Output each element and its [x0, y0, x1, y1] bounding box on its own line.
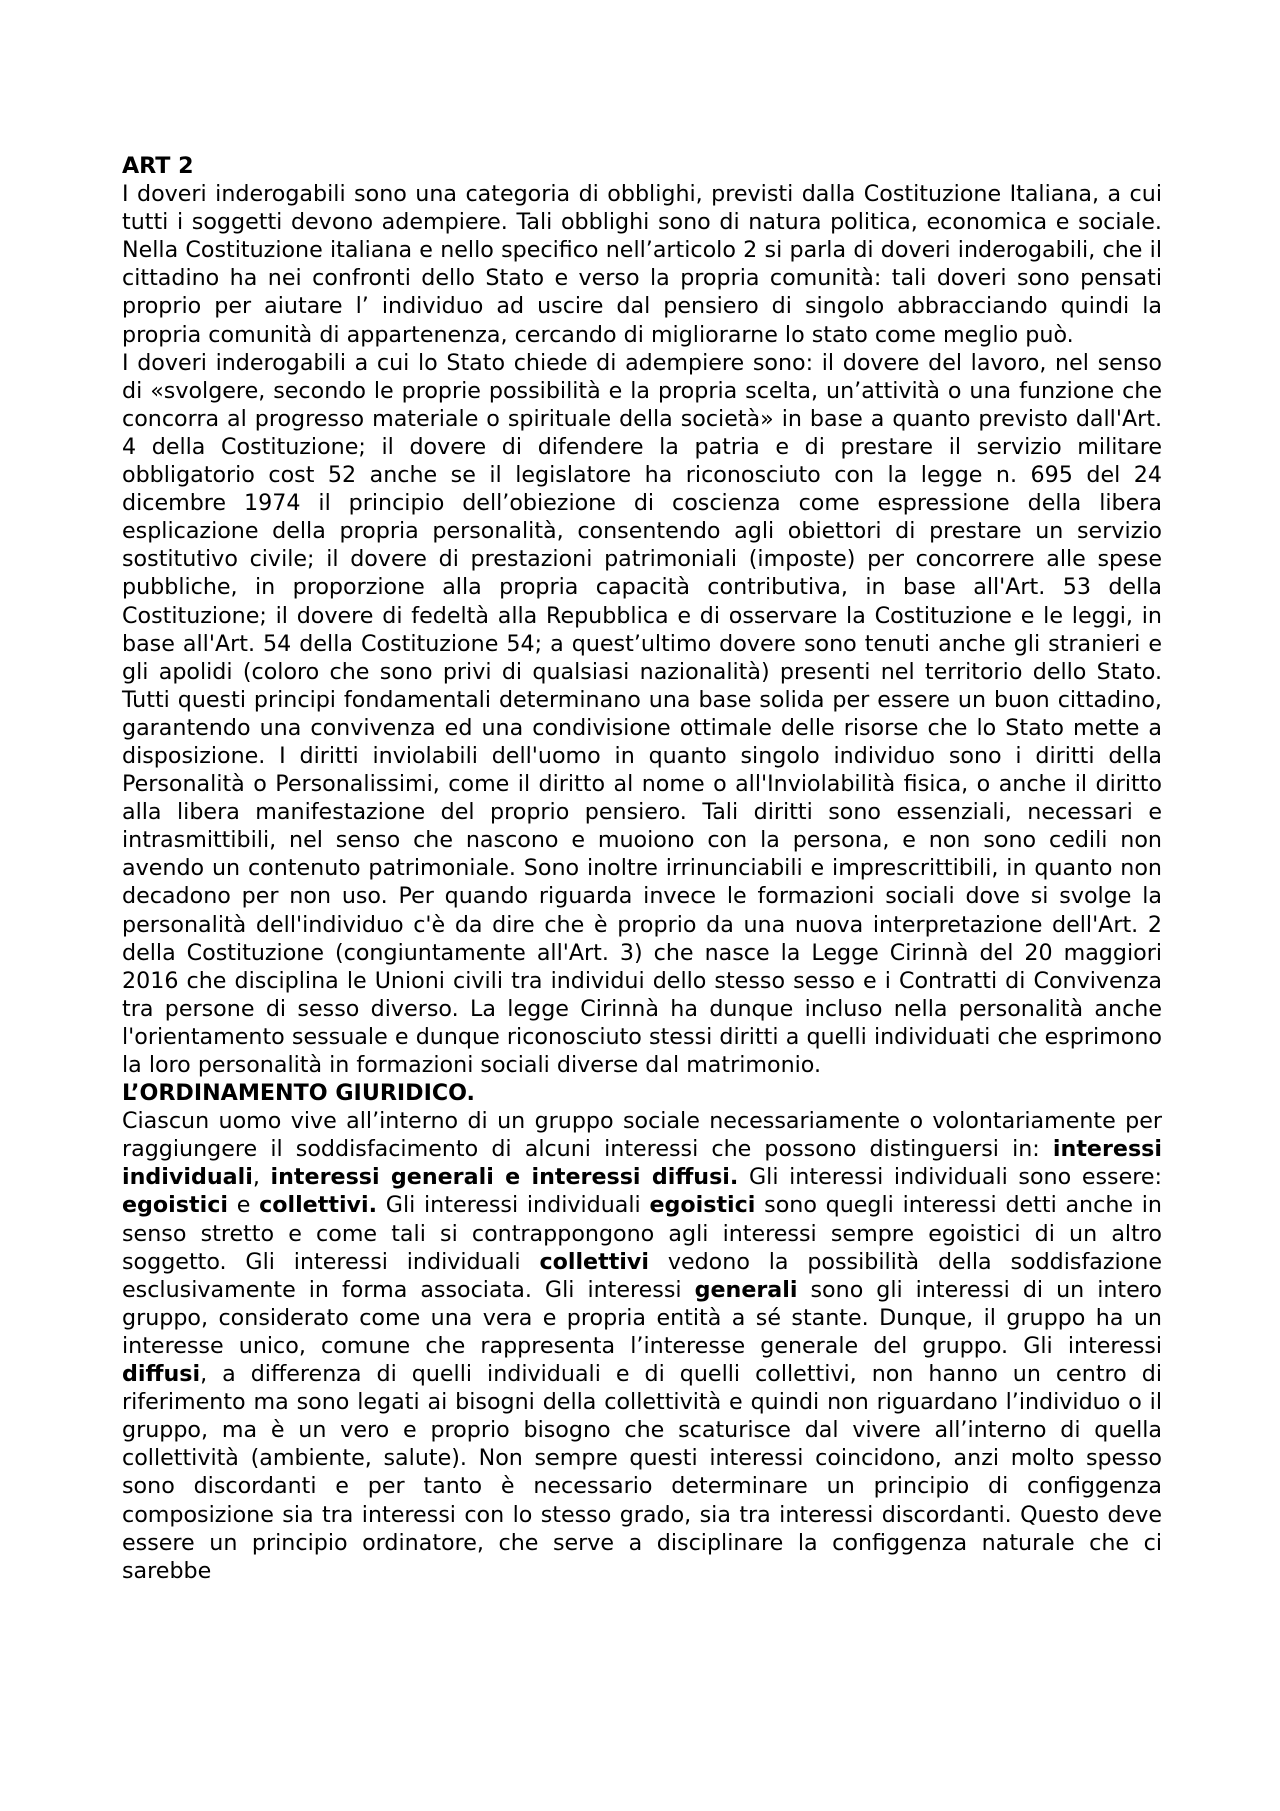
bold-term-generali: generali: [694, 1276, 798, 1303]
paragraph-doveri-inderogabili: I doveri inderogabili sono una categoria di obblighi, previsti dalla Costituzione Italiana, a cui tutti i soggetti devono adempiere. Tali obblighi sono di natura politica, economica e sociale. Nella Costituzione italiana e nello specifico nell’articolo 2 si parla di doveri inderogabili, che il cittadino ha nei confronti dello Stato e verso la propria comunità: tali doveri sono pensati proprio per aiutare l’ individuo ad uscire dal pensiero di singolo abbracciando quindi la propria comunità di appartenenza, cercando di migliorarne lo stato come meglio può.: [122, 181, 1162, 348]
bold-term-egoistici: egoistici: [122, 1192, 228, 1219]
paragraph-doveri-elenco: I doveri inderogabili a cui lo Stato chiede di adempiere sono: il dovere del lavoro, nel senso di «svolgere, secondo le proprie possibilità e la propria scelta, un’attività o una funzione che concorra al progresso materiale o spirituale della società» in base a quanto previsto dall'Art. 4 della Costituzione; il dovere di difendere la patria e di prestare il servizio militare obbligatorio cost 52 anche se il legislatore ha riconosciuto con la legge n. 695 del 24 dicembre 1974 il principio dell’obiezione di coscienza come espressione della libera esplicazione della propria personalità, consentendo agli obiettori di prestare un servizio sostitutivo civile; il dovere di prestazioni patrimoniali (imposte) per concorrere alle spese pubbliche, in proporzione alla propria capacità contributiva, in base all'Art. 53 della Costituzione; il dovere di fedeltà alla Repubblica e di osservare la Costituzione e le leggi, in base all'Art. 54 della Costituzione 54; a quest’ultimo dovere sono tenuti anche gli stranieri e gli apolidi (coloro che sono privi di qualsiasi nazionalità) presenti nel territorio dello Stato. Tutti questi principi fondamentali determinano una base solida per essere un buon cittadino, garantendo una convivenza ed una condivisione ottimale delle risorse che lo Stato mette a disposizione. I diritti inviolabili dell'uomo in quanto singolo individuo sono i diritti della Personalità o Personalissimi, come il diritto al nome o all'Inviolabilità fisica, o anche il diritto alla libera manifestazione del proprio pensiero. Tali diritti sono essenziali, necessari e intrasmittibili, nel senso che nascono e muoiono con la persona, e non sono cedili non avendo un contenuto patrimoniale. Sono inoltre irrinunciabili e imprescrittibili, in quanto non decadono per non uso. Per quando riguarda invece le formazioni sociali dove si svolge la personalità dell'individuo c'è da dire che è proprio da una nuova interpretazione dell'Art. 2 della Costituzione (congiuntamente all'Art. 3) che nasce la Legge Cirinnà del 20 maggiori 2016 che disciplina le Unioni civili tra individui dello stesso sesso e i Contratti di Convivenza tra persone di sesso diverso. La legge Cirinnà ha dunque incluso nella personalità anche l'orientamento sessuale e dunque riconosciuto stessi diritti a quelli individuati che esprimono la loro personalità in formazioni sociali diverse dal matrimonio.: [122, 349, 1162, 1078]
bold-term-collettivi-2: collettivi: [539, 1248, 649, 1275]
bold-term-egoistici-2: egoistici: [649, 1192, 756, 1219]
paragraph-interessi: [122, 1107, 1162, 1585]
document-page: [122, 152, 1162, 1585]
bold-term-interessi-generali-diffusi: interessi generali e interessi diffusi.: [270, 1164, 739, 1191]
text-run: e: [227, 1192, 260, 1219]
text-run: sono quegli interessi detti anche in senso stretto e come tali si contrappongono agli interessi sempre egoistici di un altro soggetto. Gli interessi individuali: [122, 1192, 1162, 1275]
text-run: , a differenza di quelli individuali e di quelli collettivi, non hanno un centro di riferimento ma sono legati ai bisogni della collettività e quindi non riguardano l’individuo o il gruppo, ma è un vero e proprio bisogno che scaturisce dal vivere all’interno di quella collettività (ambiente, salute). Non sempre questi interessi coincidono, anzi molto spesso sono discordanti e per tanto è necessario determinare un principio di configgenza composizione sia tra interessi con lo stesso grado, sia tra interessi discordanti. Questo deve essere un principio ordinatore, che serve a disciplinare la configgenza naturale che ci sarebbe: [122, 1361, 1162, 1584]
text-run: vedono la possibilità della soddisfazione esclusivamente in forma associata. Gli interessi: [122, 1248, 1162, 1303]
section-heading-ordinamento: L’ORDINAMENTO GIURIDICO.: [122, 1080, 475, 1107]
section-heading-art-2: ART 2: [122, 153, 194, 179]
bold-term-interessi-individuali: interessi individuali: [122, 1136, 1162, 1191]
text-run: Gli interessi individuali: [377, 1192, 650, 1219]
text-run: Ciascun uomo vive all’interno di un gruppo sociale necessariamente o volontariamente per raggiungere il soddisfacimento di alcuni interessi che possono distinguersi in:: [122, 1108, 1162, 1163]
text-run: ,: [252, 1164, 271, 1191]
text-run: sono gli interessi di un intero gruppo, considerato come una vera e propria entità a sé stante. Dunque, il gruppo ha un interesse unico, comune che rappresenta l’interesse generale del gruppo. Gli interessi: [122, 1276, 1162, 1359]
bold-term-diffusi: diffusi: [122, 1361, 201, 1388]
text-run: Gli interessi individuali sono essere:: [738, 1164, 1162, 1191]
bold-term-collettivi: collettivi.: [259, 1192, 378, 1219]
